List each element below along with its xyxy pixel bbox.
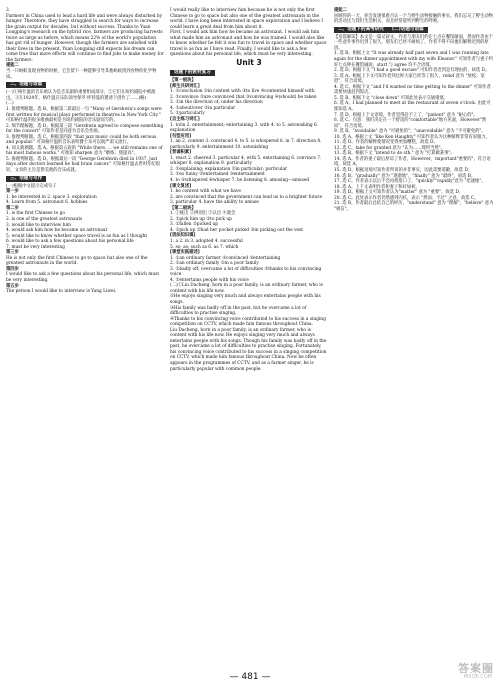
subsection-label: 提能二: [6, 63, 19, 69]
paragraph: 3. particular 4. have the ability to amuse: [170, 200, 259, 206]
paragraph: 3. 推理判断题。选 C。根据第四段 "that jazz music could be both serious and popular." 可知格什温的音乐表明爵士乐可以既严肃又流行。: [6, 134, 157, 146]
paragraph: (一)①格什温的音乐被认为是音乐剧的重要组成部分，②它们在纽约剧院中被演出。③在1924年，格什温在乐队领导保罗·怀特曼的邀请下创作了……(略): [6, 90, 156, 101]
paragraph: 2. ①pick him up ②to pick up: [170, 216, 232, 222]
paragraph: 【语篇解读】本文是一篇记叙文。作者与朋友们约定七点在餐馆碰面，然而作者由于一些意外事件迟到了很久，朋友们已经不耐烦了，作者不得不向他们解释迟到的原因。: [334, 34, 493, 51]
paragraph: (一)根据中文提示完成句子: [6, 183, 57, 189]
paragraph: 3. ①so funny ②entertained ③entertainment: [170, 172, 265, 178]
paragraph: 2. ①convince ②are convinced that ③convincing ④(should) be taken: [170, 94, 317, 100]
paragraph: 4. ①about/over ②in particular: [170, 105, 236, 111]
paragraph: (二)①Liu Dacheng, born in a poor family, is an ordinary farmer, who is content with his life now.: [170, 283, 323, 294]
paragraph: (二): [6, 101, 14, 107]
section-header: 二、话题下的高考研究: [334, 27, 388, 33]
paragraph: 1. ①挑出 ②辨别出 ③认出 ④就会: [170, 211, 236, 217]
middle-column: [170, 8, 328, 372]
paragraph: 1. is the first Chinese to go: [6, 211, 65, 217]
paragraph: 2. is one of the greatest astronauts: [6, 217, 83, 222]
paragraph: 6. 选 A。I had planned to meet at the restaurant at seven o'clock. 由此可推知选 A。: [334, 101, 491, 112]
paragraph: I would really like to interview him because he is not only the first Chinese to go to space but also one of the greatest astronauts in the world. I have long been interested in space exploration and I believe I could learn a great deal from him about it.: [170, 8, 323, 30]
paragraph: I would like to ask a few questions about his personal life, which must be very interesting.: [6, 272, 160, 284]
paragraph: ③His family was badly off in the past, but he overcame a lot of difficulties to practise singing.: [170, 305, 307, 317]
paragraph: 7. must be very interesting: [6, 244, 65, 250]
paragraph: 18. 选 A。上下文表明作者和妻子和好如初。: [334, 184, 420, 190]
paragraph: 19. 选 D。根据上文可知作者认为"matter" 意为 "重要"，故选 D。: [334, 190, 464, 196]
paragraph: 3. ①badly off; overcame a lot of difficulties ②thanks to his convincing voice: [170, 266, 322, 278]
subsection-label: 【第一板块】: [170, 78, 196, 84]
paragraph: 4. would ask him how he became an astronaut: [6, 228, 108, 234]
paragraph: 15. 选 D。根据语境可知作者所说的并非事实，因此需要道歉，故选 D。: [334, 167, 473, 173]
subsection-label: [课文复述]: [170, 183, 192, 189]
paragraph: 12. 选 C。take for granted 意为 "认为……理所当然"。: [334, 145, 445, 151]
paragraph: 14. 选 A。作者的妻子最后原谅了作者，However，important"重要的"，符合语境，故选 A。: [334, 156, 491, 168]
paragraph: 1. an 2. content 3. convinced 4. to 5. is whispered 6. in 7. direction 8. particularly 9. entertainment 10. astonishing: [170, 139, 322, 150]
unit-title: Unit 3: [236, 57, 262, 67]
subsection-label: 【第二板块】: [170, 205, 196, 211]
paragraph: 2. 细节理解题。选 D。根据第三段 "Gershwin agreed to compose something for the concert" 可知作者是同意为音乐会作曲。: [6, 123, 164, 135]
subsection-label: [背诵积累]: [170, 150, 192, 156]
subsection-label: 提能二: [334, 8, 347, 13]
paragraph: 3. ①in the direction of; under his direction: [170, 100, 263, 106]
section-header: (二)话题与语篇: [388, 27, 428, 33]
paragraph: 2. 选 D。根据下文 "I had a good excuse" 可知作者迟到是有理由的，故选 D。: [334, 68, 490, 74]
subsection-label: 第四步: [6, 266, 19, 272]
paragraph: He is not only the first Chinese to go to space but also one of the greatest astronauts in the world.: [6, 255, 148, 267]
paragraph: 3. would like to interview him: [6, 222, 71, 228]
paragraph: 16. 选 B。"gradually" 意为 "逐渐地"，"finally" 意为 "最终"，故选 B。: [334, 173, 476, 179]
left-column: [6, 8, 164, 295]
paragraph: ④Thanks to his convincing voice contributed to his success in a singing competition on CCTV, which made him famous throughout China.: [170, 316, 326, 328]
watermark-logo: 答案圈: [458, 662, 494, 675]
paragraph: 10. 选 A。根据上文 "like Ken Haughty" 可知作者认为这种解释非常有说服力。: [334, 134, 490, 140]
paragraph: 2. ①an ordinary family ②in a poor family: [170, 261, 259, 267]
page-number: — 481 —: [229, 672, 271, 682]
paragraph: 11. 选 D。作者的解释使情况变得更加糟糕，故选 D。: [334, 140, 438, 146]
paragraph: 3.: [6, 8, 11, 13]
paragraph: First, I would ask him how he became an astronaut. I would ask him what made him an astronaut and how he was trained. I would also like to know whether he felt it was fun to travel in space and whether space travel is as fun as I have read. Finally, I would like to ask a few questions about his personal life, which must be very interesting.: [170, 30, 327, 58]
subsection-label: [自主练习词汇]: [170, 116, 200, 122]
paragraph: 1. react 2. cheered 3. particular 4. with 5. entertaining 6. convince 7. whisper 8. explanation 9. particularly: [170, 155, 322, 167]
paragraph: 8. 选 C。句意：我们决定在一个舒适的"comfortable"地方见面，However"然而"，符合语境。: [334, 118, 487, 129]
paragraph: The person I would like to interview is Yang Liwei.: [6, 289, 117, 295]
paragraph: 1. be interested in 2. space 3. exploration: [6, 194, 97, 200]
paragraph: 5. 推理判断题。选 D。根据最后一段 "George Gershwin died in 1937, just days after doctors learned he had brain cancer." 可知格什温去世时年纪很轻，文章的主旨是赞美他的音乐成就。: [6, 156, 161, 173]
subsection-label: 第五步: [6, 283, 19, 289]
paragraph: 当一只蚂蚁发现食物的时候，它会留下一种能够引导其他蚂蚁找到食物的化学物质。: [6, 69, 157, 80]
paragraph: 1. be content with what we have: [170, 189, 241, 195]
paragraph: Liu Dacheng, born in a poor family, is an ordinary farmer, who is content with his life now. He enjoys singing very much and always entertains people with his songs. Though his family was badly off in the past, he overcame a lot of difficulties to practise singing. Fortunately, his convincing voice contributed to his success in a singing competition on CCTV, which made him famous throughout China. Now he often appears in the programmes of CCTV, and as a farmer singer, he is particularly popular with common people.: [170, 327, 327, 372]
paragraph: 4. 选 C。根据下文 "and I'd wanted no time getting to the dinner" 可知作者需要快速赶到饭店。: [334, 84, 491, 96]
subsection-label: [课堂实践描述]: [170, 250, 200, 256]
paragraph: 1. to/in 2. entertainment; entertaining 3. with 4. to 5. astonishing 6. explanation: [170, 122, 319, 134]
watermark-url: MXQE.COM: [463, 674, 492, 680]
right-column: [334, 8, 494, 212]
paragraph: 1. 选 B。根据上文 "It was already half past seven and I was running late again for the dinner appointment with my wife Eleanor." 可知作者与妻子约好七点钟在餐馆碰面，start 与 agree 均不合语境。: [334, 51, 493, 68]
section-header: 话题下的教材复习: [170, 70, 215, 76]
paragraph: 4. ①pick up ②had her pocket picked ③in picking out the vest: [170, 227, 304, 233]
paragraph: 回顾你的一天，你会发现很难否认一个与野生动物接触的事实。我们忘记了野生动物的活动还与我们生活相关，而且经常能听到野生的呼唤。: [334, 13, 493, 25]
paragraph: 3. ①fallen ②picked up: [170, 222, 219, 228]
paragraph: 9. 选 B。"avoidable" 意为 "可避免的"；"unavoidable" 意为 "不可避免的"。: [334, 129, 486, 135]
paragraph: 3. 选 A。根据上下文可知作者到达时大家已经等了很久，relief 意为 "放松；宽慰"，符合语境。: [334, 73, 485, 85]
section-header: 三、话题与写作: [6, 176, 46, 182]
paragraph: 17. 选 C。作者表示以后不会再找借口了，"quickly""rapidly"意为 "迅速地"。: [334, 179, 486, 185]
paragraph: ②He enjoys singing very much and always entertains people with his songs.: [170, 294, 321, 305]
paragraph: 13. 选 B。根据下文 "intend to do sth." 意为 "打算做某事"。: [334, 151, 455, 157]
paragraph: 7. 选 D。根据上下文语境，作者觉得赶不上了，"patient" 意为 "耐心的"。: [334, 112, 478, 118]
subsection-label: [师生共研词汇]: [170, 83, 200, 89]
subsection-label: 第二步: [6, 205, 19, 211]
paragraph: 4. 词义猜测题。选 A。根据第五段的 "While there, ... we still remains one of his most famous works." 可推知 sharpen 意为 "磨炼；使提高"。: [6, 145, 163, 157]
paragraph: 5. 选 B。根据下文 "close down" 可知此处表示交通堵塞。: [334, 95, 448, 101]
paragraph: 4. ①entertains people with his voice: [170, 277, 249, 283]
paragraph: 1. a 2. in 3. adopted 4. successful: [170, 238, 243, 244]
subsection-label: 第一步: [6, 189, 19, 195]
paragraph: 6. would like to ask a few questions about his personal life: [6, 239, 134, 245]
paragraph: 20. 选 C。此处表示作者仍然感到内疚，表示 "然而；不过" 之意，故选 C。: [334, 195, 479, 201]
paragraph: 1. ①an ordinary farmer ②convinced ③entertaining: [170, 255, 281, 261]
paragraph: 1. ①conclusion ②in content with ③to live ④contented himself with: [170, 89, 315, 95]
paragraph: 5. so; as; such as 6. as 7. which: [170, 244, 239, 250]
paragraph: Farmers in China used to lead a hard life and were always disturbed by hunger. Therefore, they have struggled to search for ways to increase the grain output for decades, but without success. Thanks to Yuan Longping's research on the hybrid rice, farmers are producing harvests twice as large as before, which means 22% of the world's population has got rid of hunger. However, though the farmers are satisfied with their lives in the present, Yuan Longping still expects his dream can come true that more efforts will continue to find jobs to make money for the farmers.: [6, 13, 164, 63]
subsection-label: [句型应用]: [170, 133, 192, 139]
paragraph: 5. would like to know whether space travel is as fun as I thought: [6, 233, 148, 239]
subsection-label: [语法知识填]: [170, 233, 196, 239]
subsection-label: 第三步: [6, 250, 19, 256]
paragraph: 1. 推理判断题。选 B。根据第二段最后一句 "Many of Gershwin's songs were first written for musical plays performed in theatres in New York City." 可知格什温的很多歌曲最初是为纽约剧院的音乐剧而写的。: [6, 106, 162, 124]
section-header: 二、话题与语篇: [6, 82, 46, 88]
paragraph: 5. ①particularly: [170, 111, 205, 117]
paragraph: 21. 选 B。作者最后总结自己的经历，"understand" 意为 "理解"，"believe" 意为 "相信"。: [334, 201, 494, 212]
paragraph: 2. ①explaining; explanation ②in particular; particular: [170, 166, 288, 172]
paragraph: 4. Learn from 5. astronaut 6. hobbies: [6, 200, 88, 206]
paragraph: 4. to ⑤whispered ⑥whisper 7. be listening 8. amusing—amused: [170, 177, 310, 183]
paragraph: 2. are convinced that the government can lead us to a brighter future: [170, 194, 323, 200]
